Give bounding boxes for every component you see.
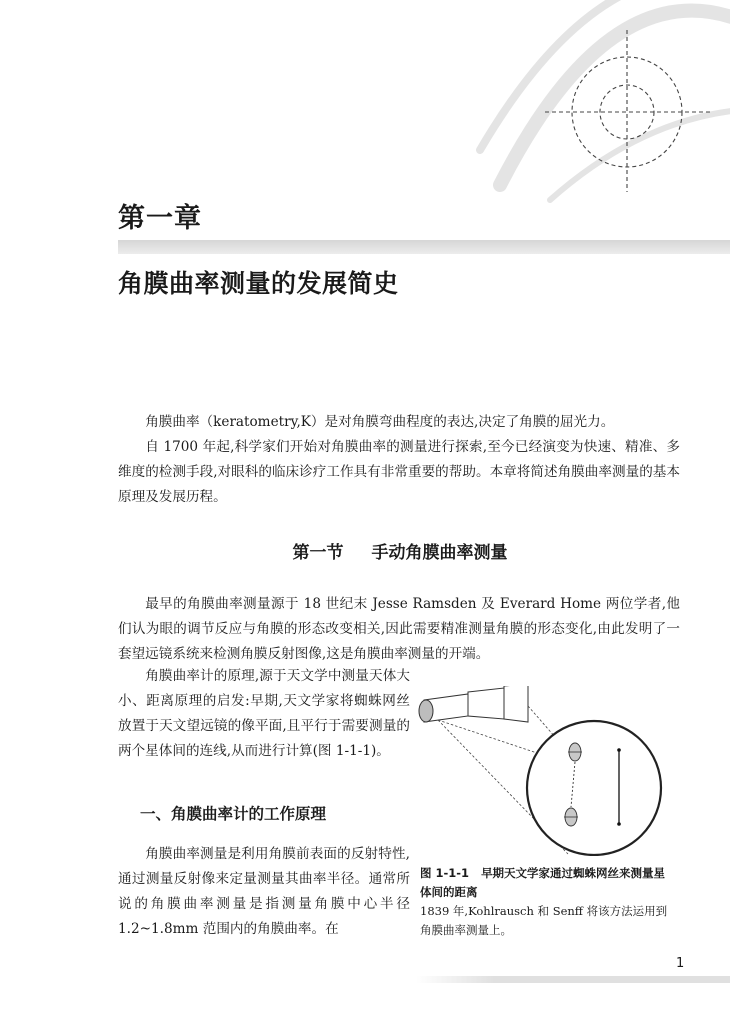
- figure-caption-text: 1839 年,Kohlrausch 和 Senff 将该方法运用到角膜曲率测量上。: [420, 904, 668, 937]
- page-number: 1: [676, 956, 685, 971]
- intro-paragraph-2: 自 1700 年起,科学家们开始对角膜曲率的测量进行探索,至今已经演变为快速、精准、多维度的检测手段,对眼科的临床诊疗工作具有非常重要的帮助。本章将简述角膜曲率测量的基本原理及发展历程。: [118, 439, 680, 505]
- chapter-title: 角膜曲率测量的发展简史: [118, 269, 399, 298]
- intro-paragraph-1: 角膜曲率（keratometry,K）是对角膜弯曲程度的表达,决定了角膜的屈光力。: [145, 414, 615, 430]
- footer-bar: [416, 976, 730, 983]
- section-title: 手动角膜曲率测量: [371, 543, 508, 563]
- body-paragraph-3: 角膜曲率测量是利用角膜前表面的反射特性,通过测量反射像来定量测量其曲率半径。通常所说的角膜曲率测量是指测量角膜中心半径 1.2~1.8mm 范围内的角膜曲率。在: [118, 846, 410, 937]
- chapter-label: 第一章: [118, 203, 202, 234]
- section-number: 第一节: [292, 543, 344, 563]
- eye-crosshair-decoration: [440, 0, 730, 215]
- intro-text: [118, 410, 680, 510]
- body-paragraph-2: 角膜曲率计的原理,源于天文学中测量天体大小、距离原理的启发:早期,天文学家将蜘蛛网丝放置于天文望远镜的像平面,且平行于需要测量的两个星体间的连线,从而进行计算(图 1-1-1)。: [118, 668, 410, 759]
- figure-title: 早期天文学家通过蜘蛛网丝来测量星体间的距离: [420, 866, 666, 899]
- figure-number: 图 1-1-1: [420, 866, 470, 880]
- section-heading: [0, 538, 730, 563]
- subsection-heading: 一、角膜曲率计的工作原理: [140, 805, 327, 823]
- body-paragraph-1: 最早的角膜曲率测量源于 18 世纪末 Jesse Ramsden 及 Everard Home 两位学者,他们认为眼的调节反应与角膜的形态改变相关,因此需要精准测量角膜的形态变化,由此发明了一套望远镜系统来检测角膜反射图像,这是角膜曲率测量的开端。: [118, 596, 680, 662]
- chapter-divider: [118, 240, 730, 254]
- telescope-figure: [418, 686, 668, 856]
- figure-caption-title: [420, 864, 668, 902]
- eyepiece-field: [527, 721, 661, 855]
